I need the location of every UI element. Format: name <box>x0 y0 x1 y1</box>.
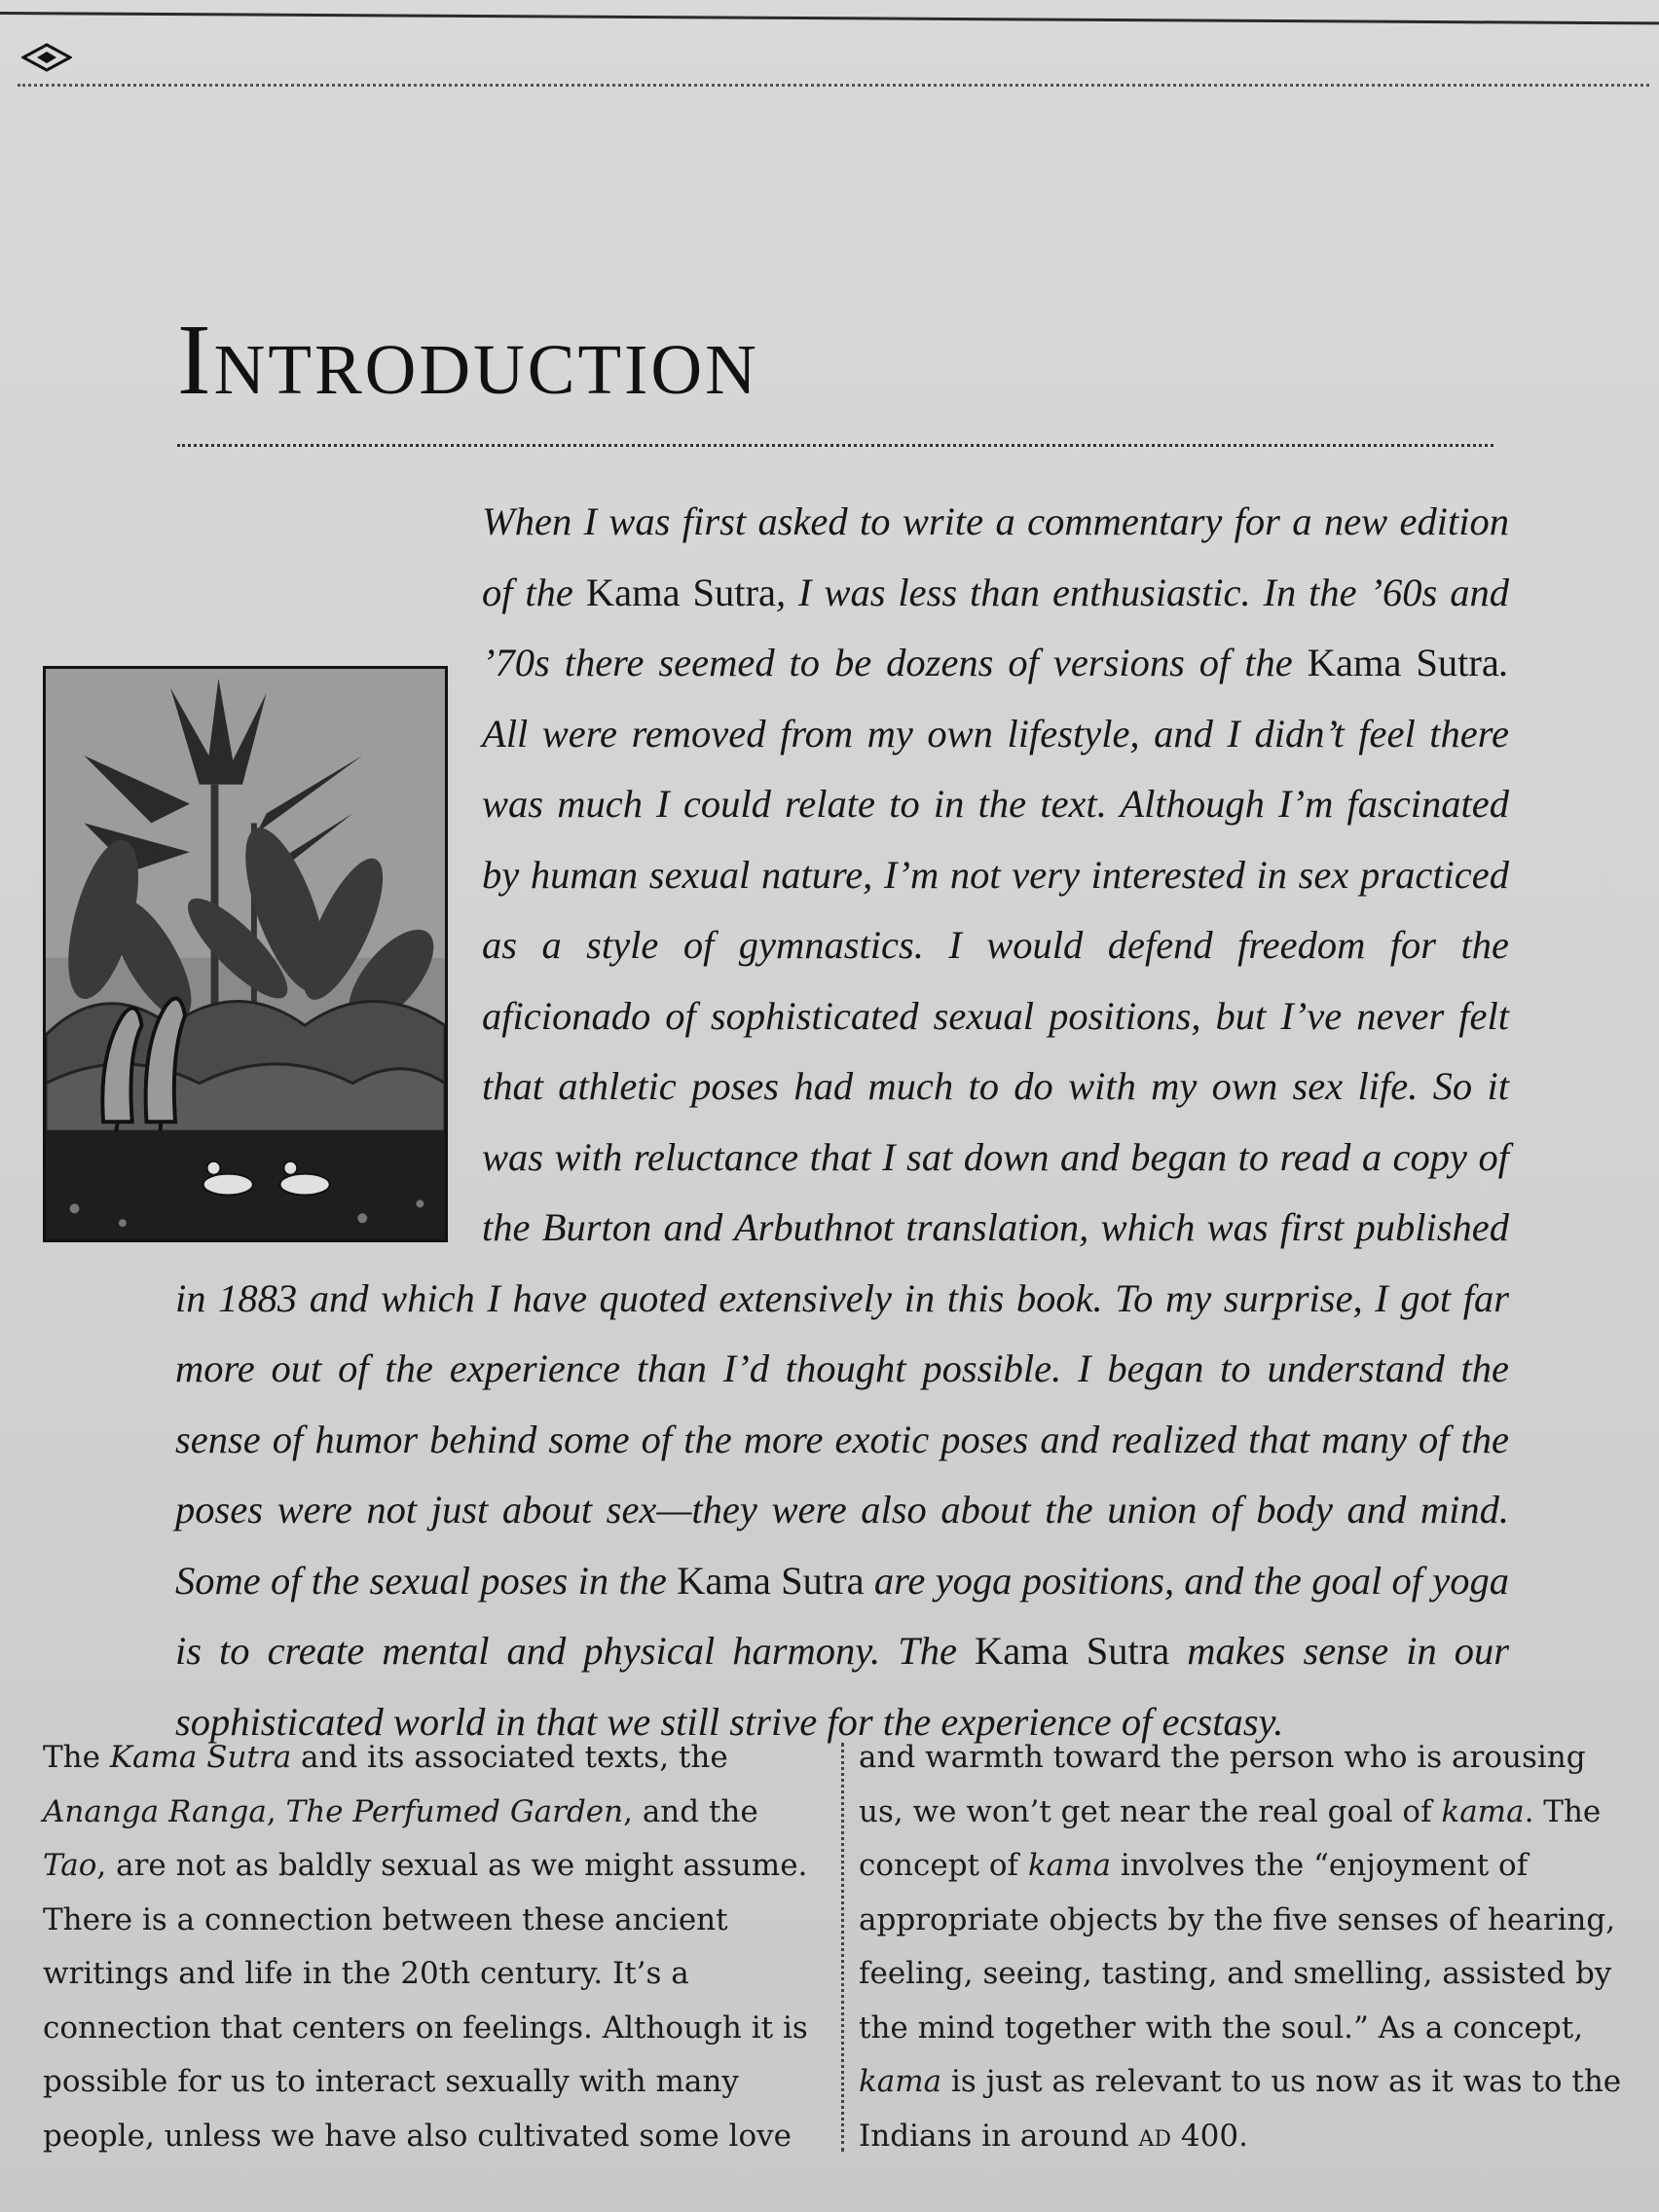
book-title-roman: Kama Sutra <box>1307 641 1499 684</box>
intro-text: When I was first asked to write a commentary for a new edition of the <box>482 499 1509 614</box>
diamond-ornament-icon <box>21 43 72 72</box>
body-text: , are not as baldly sexual as we might assume. There is a connection between these ancient writings and life in the 20th century. It’s a connection that centers on feelings. Although it is possible for us to interact sexually with many people, unless we have also cultivated some love <box>43 1848 808 2154</box>
body-text: and its associated texts, the <box>291 1740 728 1775</box>
body-text: , and the <box>623 1793 758 1829</box>
book-title-italic: Ananga Ranga <box>43 1793 267 1829</box>
body-column-left <box>43 1731 822 2163</box>
body-text: is just as relevant to us now as it was to the Indians in around <box>859 2064 1622 2154</box>
era-smallcaps: ad <box>1138 2118 1172 2154</box>
book-title-roman: Kama Sutra <box>974 1629 1170 1673</box>
body-text: , <box>266 1793 286 1829</box>
intro-text: . All were removed from my own lifestyle, and I didn’t feel there was much I could relate to in the text. Although I’m fascinated by human sexual nature, I’m not very interested in sex practiced as a style of gymnastics. I would defend freedom for the aficionado of sophisticated sexual positions, but I’ve never felt that athletic poses had much to do with my own sex life. So it was with reluctance that I sat down and began to read a copy of the Burton and Arbuthnot translation, which was first published in 1883 and which I have quoted extensively in this book. To my surprise, I got far more out of the experience than I’d thought possible. I began to understand the sense of humor behind some of the more exotic poses and realized that many of the poses were not just about sex—they were also about the union of body and mind. Some of the sexual poses in the <box>175 641 1509 1603</box>
body-column-right <box>859 1731 1638 2163</box>
book-title-roman: Kama Sutra <box>677 1558 865 1603</box>
intro-text: are yoga positions, and the goal of yoga is to create mental and physical harmony. The <box>175 1558 1509 1673</box>
term-italic: kama <box>1027 1848 1112 1883</box>
book-title-italic: Kama Sutra <box>109 1740 292 1775</box>
body-text: The <box>43 1740 110 1775</box>
book-title-roman: Kama Sutra <box>585 570 776 614</box>
column-dotted-divider <box>841 1743 844 2152</box>
body-text: and warmth toward the person who is arousing us, we won’t get near the real goal of <box>859 1740 1586 1829</box>
title-dotted-rule <box>177 444 1493 447</box>
book-title-italic: Tao <box>43 1848 97 1883</box>
term-italic: kama <box>1441 1793 1525 1829</box>
book-title-italic: The Perfumed Garden <box>285 1793 624 1829</box>
page-title: Introduction <box>177 304 759 416</box>
intro-text: makes sense in our sophisticated world in that we still strive for the experience of ecstasy. <box>175 1629 1509 1744</box>
term-italic: kama <box>859 2064 942 2099</box>
miniature-painting-image <box>43 666 448 1242</box>
body-text: involves the “enjoyment of appropriate objects by the five senses of hearing, feeling, seeing, tasting, and smelling, assisted by the mind together with the soul.” As a concept, <box>859 1848 1616 2046</box>
body-text: . The concept of <box>859 1793 1602 1883</box>
intro-text: , I was less than enthusiastic. In the ’60s and ’70s there seemed to be dozens of versions of the <box>482 570 1509 684</box>
header-dotted-rule <box>18 84 1649 87</box>
body-text: 400. <box>1171 2118 1248 2154</box>
page-top-rule <box>0 12 1659 24</box>
